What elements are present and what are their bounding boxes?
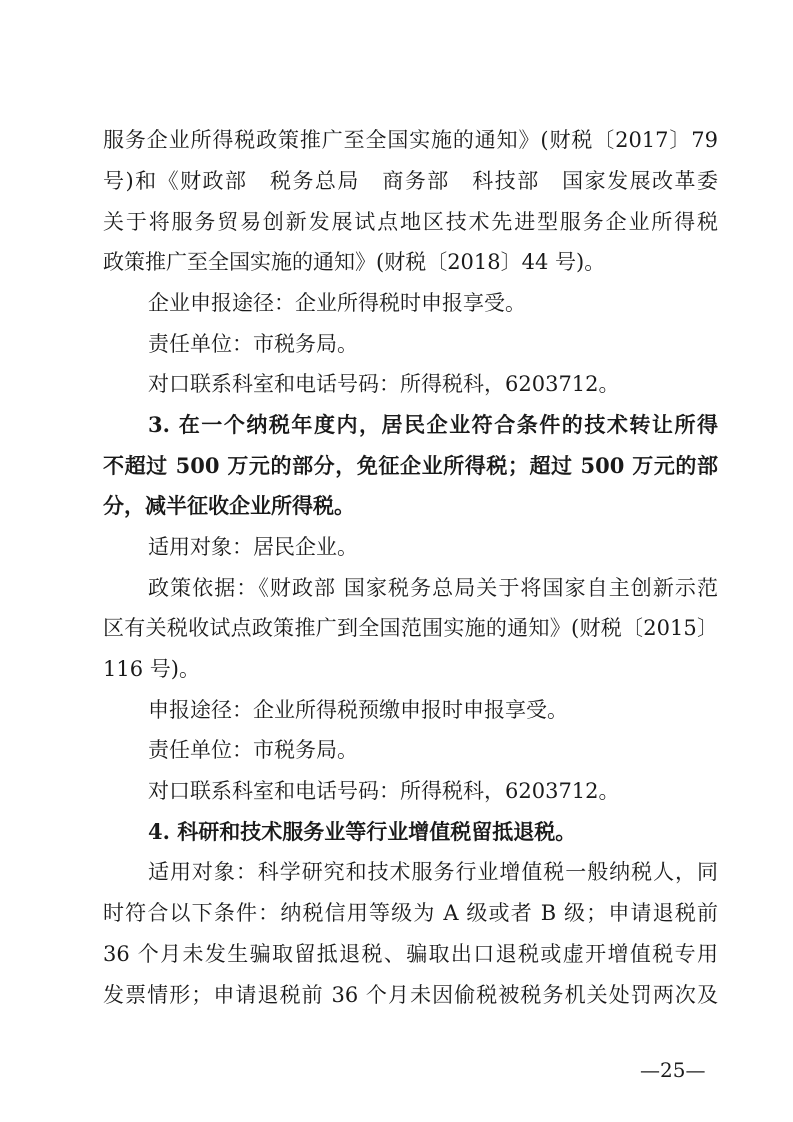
- text-line: 36 个月未发生骗取留抵退税、骗取出口退税或虚开增值税专用: [103, 942, 718, 966]
- text-line: 对口联系科室和电话号码：所得税科，6203712。: [148, 372, 620, 396]
- text-line: 时符合以下条件：纳税信用等级为 A 级或者 B 级；申请退税前: [103, 901, 718, 925]
- text-line: 服务企业所得税政策推广至全国实施的通知》(财税〔2017〕79: [103, 128, 718, 152]
- text-line: 区有关税收试点政策推广到全国范围实施的通知》(财税〔2015〕: [103, 616, 718, 640]
- text-line: 政策依据：《财政部 国家税务总局关于将国家自主创新示范: [148, 576, 718, 600]
- text-line: 适用对象：居民企业。: [148, 535, 358, 559]
- text-line: 号)和《财政部 税务总局 商务部 科技部 国家发展改革委: [103, 169, 718, 193]
- item-heading: 3. 在一个纳税年度内，居民企业符合条件的技术转让所得: [148, 412, 718, 437]
- text-line: 关于将服务贸易创新发展试点地区技术先进型服务企业所得税: [103, 210, 718, 234]
- item-heading: 4. 科研和技术服务业等行业增值税留抵退税。: [148, 819, 577, 844]
- text-line: 发票情形；申请退税前 36 个月未因偷税被税务机关处罚两次及: [103, 983, 718, 1007]
- text-line: 责任单位：市税务局。: [148, 738, 358, 762]
- text-line: 责任单位：市税务局。: [148, 332, 358, 356]
- text-line: 申报途径：企业所得税预缴申报时申报享受。: [148, 698, 568, 722]
- text-line: 适用对象：科学研究和技术服务行业增值税一般纳税人，同: [148, 860, 718, 884]
- page-number: —25—: [640, 1058, 706, 1082]
- item-heading: 不超过 500 万元的部分，免征企业所得税；超过 500 万元的部: [103, 453, 718, 478]
- text-line: 企业申报途径：企业所得税时申报享受。: [148, 291, 526, 315]
- text-line: 对口联系科室和电话号码：所得税科，6203712。: [148, 779, 620, 803]
- item-heading: 分，减半征收企业所得税。: [103, 493, 355, 518]
- text-line: 116 号)。: [103, 657, 200, 681]
- text-line: 政策推广至全国实施的通知》(财税〔2018〕44 号)。: [103, 250, 606, 274]
